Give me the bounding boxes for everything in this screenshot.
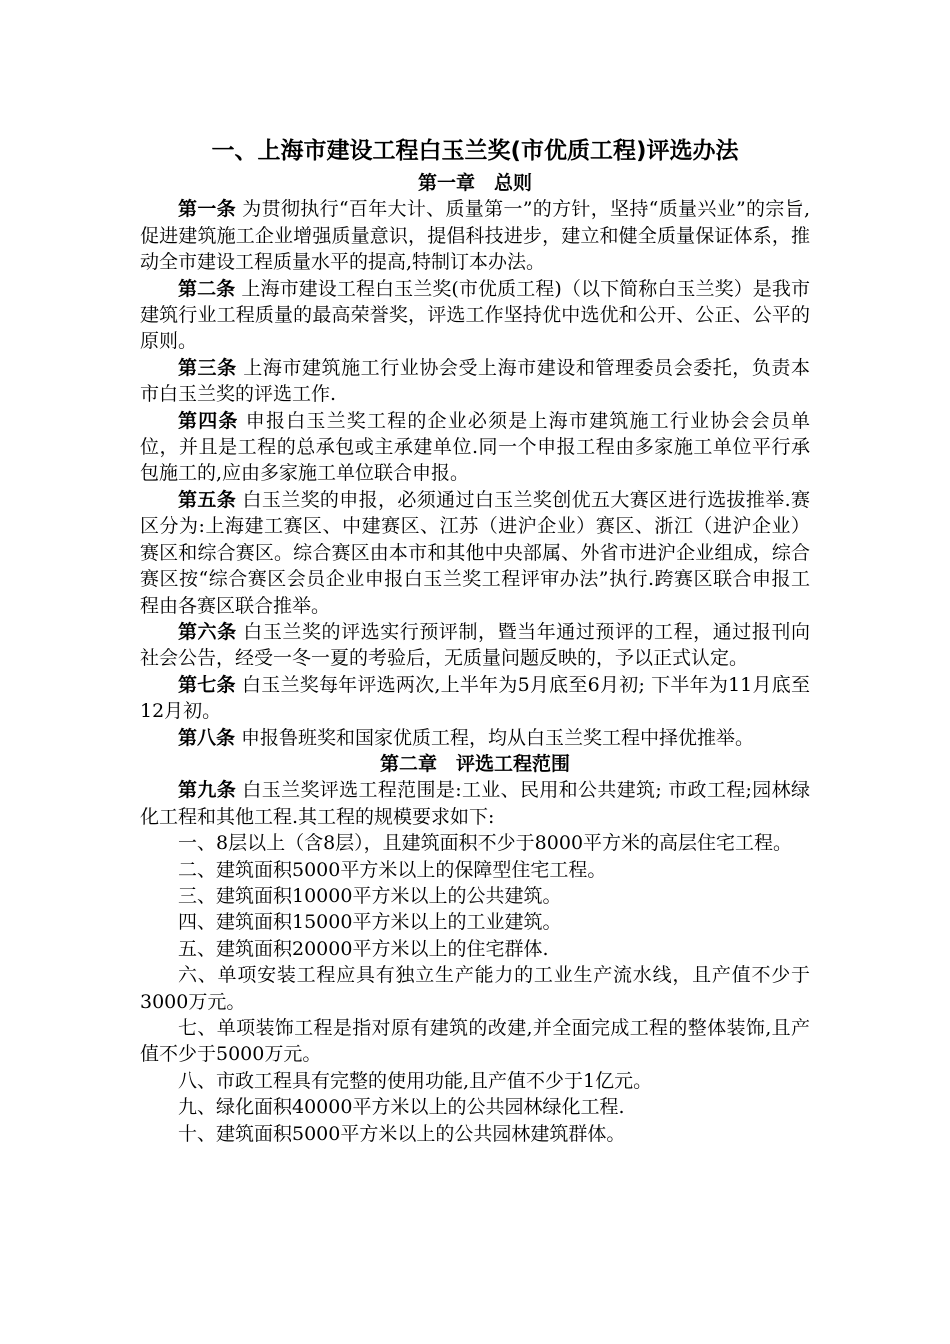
chapter-heading: 第二章 评选工程范围 <box>379 752 570 775</box>
article-2 <box>140 276 810 355</box>
list-item: 六、单项安装工程应具有独立生产能力的工业生产流水线，且产值不少于3000万元。 <box>140 964 810 1013</box>
article-text: 申报鲁班奖和国家优质工程，均从白玉兰奖工程中择优推举。 <box>235 726 755 749</box>
article-1 <box>140 196 810 275</box>
article-text: 上海市建筑施工行业协会受上海市建设和管理委员会委托，负责本市白玉兰奖的评选工作. <box>140 356 810 406</box>
list-item: 十、建筑面积5000平方米以上的公共园林建筑群体。 <box>178 1122 626 1145</box>
article-label: 第一条 <box>178 198 236 221</box>
list-item: 四、建筑面积15000平方米以上的工业建筑。 <box>178 911 562 934</box>
article-label: 第七条 <box>178 673 236 696</box>
article-label: 第九条 <box>178 779 237 802</box>
article-5 <box>140 487 810 619</box>
article-9 <box>140 777 810 830</box>
article-label: 第六条 <box>178 620 237 643</box>
article-text: 为贯彻执行“百年大计、质量第一”的方针，坚持“质量兴业”的宗旨,促进建筑施工企业增强质量意识，提倡科技进步，建立和健全质量保证体系，推动全市建设工程质量水平的提高,特制订本办法。 <box>140 198 810 274</box>
list-item: 九、绿化面积40000平方米以上的公共园林绿化工程. <box>178 1096 625 1119</box>
chapter-heading: 第一章 总则 <box>417 172 532 194</box>
article-text: 上海市建设工程白玉兰奖(市优质工程)（以下简称白玉兰奖）是我市建筑行业工程质量的最高荣誉奖，评选工作坚持优中选优和公开、公正、公平的原则。 <box>140 277 810 353</box>
list-item: 七、单项装饰工程是指对原有建筑的改建,并全面完成工程的整体装饰,且产值不少于5000万元。 <box>140 1017 810 1066</box>
list-item: 一、8层以上（含8层），且建筑面积不少于8000平方米的高层住宅工程。 <box>178 832 793 855</box>
list-item: 八、市政工程具有完整的使用功能,且产值不少于1亿元。 <box>178 1069 653 1092</box>
article-text: 申报白玉兰奖工程的企业必须是上海市建筑施工行业协会会员单位，并且是工程的总承包或主承建单位.同一个申报工程由多家施工单位平行承包施工的,应由多家施工单位联合申报。 <box>140 409 810 485</box>
article-text: 白玉兰奖每年评选两次,上半年为5月底至6月初; 下半年为11月底至12月初。 <box>140 673 810 723</box>
article-text: 白玉兰奖评选工程范围是:工业、民用和公共建筑; 市政工程;园林绿化工程和其他工程.其工程的规模要求如下: <box>140 779 810 828</box>
article-label: 第五条 <box>178 488 237 511</box>
article-7 <box>140 672 810 725</box>
list-item: 五、建筑面积20000平方米以上的住宅群体. <box>178 937 549 960</box>
list-item: 二、建筑面积5000平方米以上的保障型住宅工程。 <box>178 858 607 881</box>
article-label: 第二条 <box>178 277 236 300</box>
list-item: 三、建筑面积10000平方米以上的公共建筑。 <box>178 884 562 907</box>
document-title: 一、上海市建设工程白玉兰奖(市优质工程)评选办法 <box>211 138 739 164</box>
document-body <box>140 170 810 1147</box>
article-text: 白玉兰奖的申报，必须通过白玉兰奖创优五大赛区进行选拔推举.赛区分为:上海建工赛区、中建赛区、江苏（进沪企业）赛区、浙江（进沪企业）赛区和综合赛区。综合赛区由本市和其他中央部属、外省市进沪企业组成，综合赛区按“综合赛区会员企业申报白玉兰奖工程评审办法”执行.跨赛区联合申报工程由各赛区联合推举。 <box>140 488 810 617</box>
article-label: 第四条 <box>178 409 239 432</box>
article-text: 白玉兰奖的评选实行预评制，暨当年通过预评的工程，通过报刊向社会公告，经受一冬一夏的考验后，无质量问题反映的，予以正式认定。 <box>140 620 810 670</box>
article-label: 第三条 <box>178 356 237 379</box>
article-3 <box>140 355 810 408</box>
article-6 <box>140 619 810 672</box>
article-8 <box>140 725 810 751</box>
article-label: 第八条 <box>178 726 236 749</box>
article-4 <box>140 408 810 487</box>
